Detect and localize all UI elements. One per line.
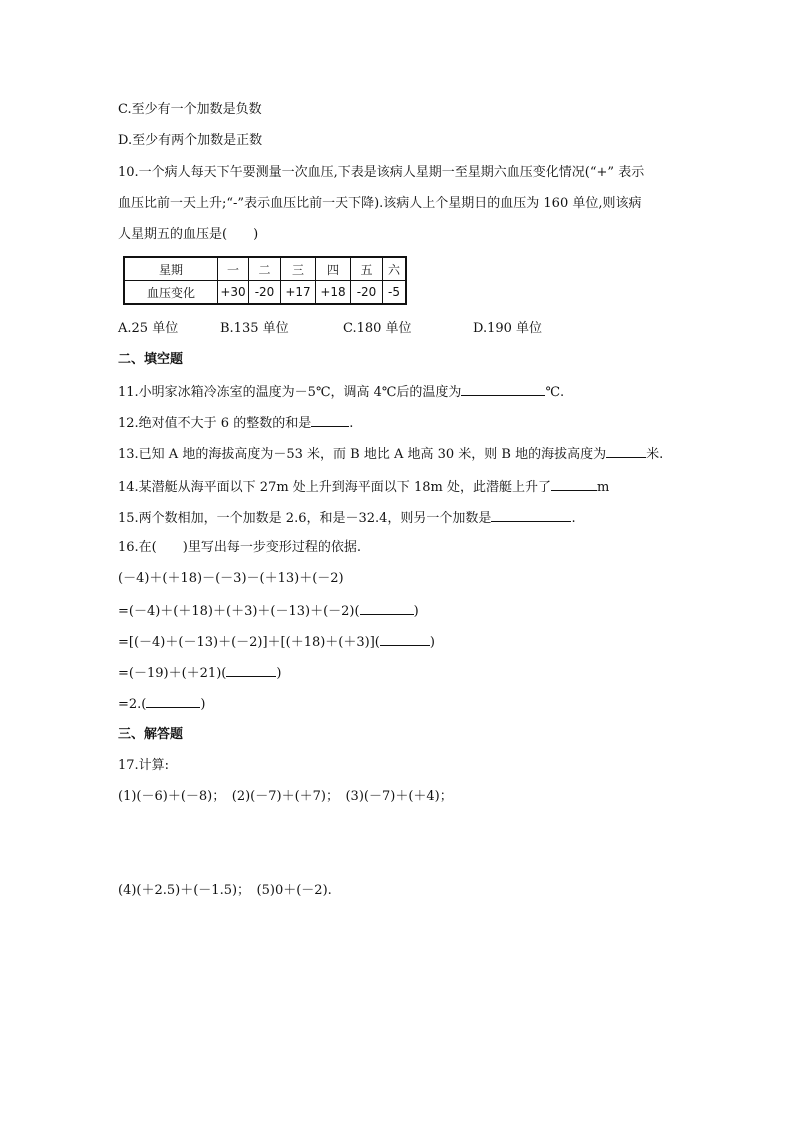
table-cell: +30: [218, 281, 249, 305]
table-cell: -20: [249, 281, 281, 305]
q16-step3-blank[interactable]: [226, 663, 276, 677]
q14-text: 14.某潜艇从海平面以下 27m 处上升到海平面以下 18m 处，此潜艇上升了: [118, 480, 551, 495]
q13-text: 13.已知 A 地的海拔高度为－53 米，而 B 地比 A 地高 30 米，则 B 地的海拔高度为: [118, 447, 607, 462]
table-cell: 血压变化: [124, 281, 218, 305]
q13-text-end: 米.: [646, 447, 664, 462]
q16-step1: [118, 601, 419, 621]
q10-text-line3: 人星期五的血压是( ): [118, 227, 259, 242]
q11-answer-blank[interactable]: [461, 382, 545, 396]
q9-option-c: C.至少有一个加数是负数: [118, 102, 262, 117]
q10-text-line2: 血压比前一天上升;“-”表示血压比前一天下降).该病人上个星期日的血压为 160 单位,则该病: [118, 196, 642, 211]
q11: [118, 382, 564, 402]
q16-step2: [118, 632, 435, 652]
table-cell: 二: [249, 257, 281, 281]
table-row: [124, 281, 406, 305]
q15: [118, 508, 576, 528]
q16-step4-blank[interactable]: [146, 694, 200, 708]
q17-title: 17.计算:: [118, 758, 170, 773]
table-cell: +18: [316, 281, 351, 305]
q10-option-a: A.25 单位: [118, 321, 179, 336]
table-row: [124, 257, 406, 281]
q14: [118, 477, 609, 497]
table-cell: 四: [316, 257, 351, 281]
q12-text-end: .: [349, 416, 354, 431]
q16-step3-text: =(－19)＋(＋21)(: [118, 666, 227, 681]
q16-step4-close: ): [200, 697, 206, 712]
q12: [118, 413, 353, 433]
table-cell: -5: [383, 281, 407, 305]
q16-step2-close: ): [429, 635, 435, 650]
q12-answer-blank[interactable]: [311, 413, 349, 427]
table-cell: -20: [351, 281, 383, 305]
q9-option-d: D.至少有两个加数是正数: [118, 133, 263, 148]
q16-step2-text: =[(－4)＋(－13)＋(－2)]＋[(＋18)＋(＋3)](: [118, 635, 380, 650]
q11-text: 11.小明家冰箱冷冻室的温度为－5℃，调高 4℃后的温度为: [118, 385, 462, 400]
q16-step3: [118, 663, 281, 683]
q11-text-end: ℃.: [545, 385, 565, 400]
q17-row2: (4)(＋2.5)＋(－1.5)； (5)0＋(－2).: [118, 883, 332, 898]
q10-option-d: D.190 单位: [473, 321, 543, 336]
q13-answer-blank[interactable]: [606, 444, 646, 458]
table-cell: 星期: [124, 257, 218, 281]
q16-step3-close: ): [276, 666, 282, 681]
table-cell: 一: [218, 257, 249, 281]
q16-step2-blank[interactable]: [380, 632, 430, 646]
q15-text: 15.两个数相加，一个加数是 2.6，和是－32.4，则另一个加数是: [118, 511, 492, 526]
q10-option-c: C.180 单位: [343, 321, 412, 336]
q16-expression: (－4)＋(＋18)－(－3)－(＋13)＋(－2): [118, 571, 344, 586]
q16-step1-blank[interactable]: [360, 601, 414, 615]
q16-step1-text: =(－4)＋(＋18)＋(＋3)＋(－13)＋(－2)(: [118, 604, 360, 619]
q16-step1-close: ): [413, 604, 419, 619]
table-cell: 三: [281, 257, 316, 281]
q15-text-end: .: [571, 511, 576, 526]
q13: [118, 444, 663, 464]
table-cell: 六: [383, 257, 407, 281]
section-heading-fill-blanks: 二、填空题: [118, 352, 184, 367]
q16-title: 16.在( )里写出每一步变形过程的依据.: [118, 540, 361, 555]
q15-answer-blank[interactable]: [491, 508, 571, 522]
q10-option-b: B.135 单位: [220, 321, 289, 336]
table-cell: +17: [281, 281, 316, 305]
q12-text: 12.绝对值不大于 6 的整数的和是: [118, 416, 312, 431]
q14-text-end: m: [596, 480, 610, 495]
blood-pressure-table: [123, 256, 407, 305]
q14-answer-blank[interactable]: [551, 477, 597, 491]
q16-step4: [118, 694, 205, 714]
q17-row1: (1)(－6)＋(－8)； (2)(－7)＋(＋7)； (3)(－7)＋(＋4)；: [118, 789, 453, 804]
q16-step4-text: =2.(: [118, 697, 147, 712]
q10-text-line1: 10.一个病人每天下午要测量一次血压,下表是该病人星期一至星期六血压变化情况(“+” 表示: [118, 165, 645, 180]
section-heading-answers: 三、解答题: [118, 727, 184, 742]
table-cell: 五: [351, 257, 383, 281]
